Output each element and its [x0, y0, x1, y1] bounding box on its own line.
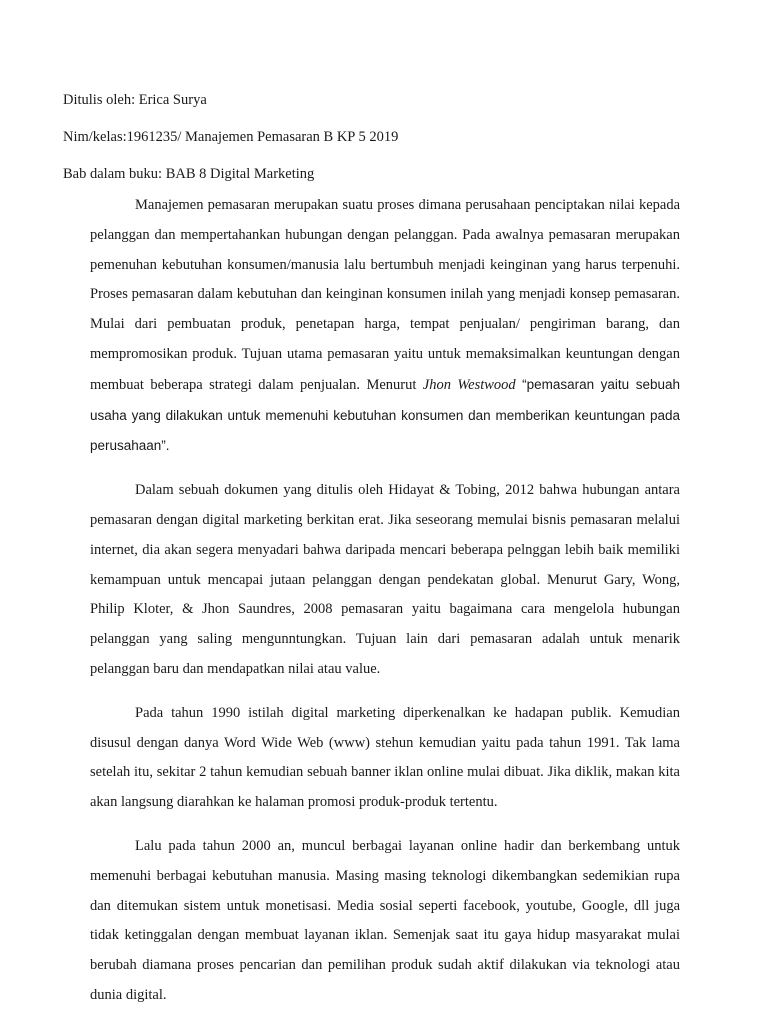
paragraph-1 [90, 191, 680, 462]
nim-class-line: Nim/kelas:1961235/ Manajemen Pemasaran B KP 5 2019 [63, 129, 399, 145]
paragraph-4: Lalu pada tahun 2000 an, muncul berbagai layanan online hadir dan berkembang untuk memenuhi berbagai kebutuhan manusia. Masing masing teknologi dikembangkan sedemikian rupa dan ditemukan sistem untuk monetisasi. Media sosial seperti facebook, youtube, Google, dll juga tidak ketinggalan dengan membuat layanan iklan. Semenjak saat itu gaya hidup masyarakat mulai berubah diamana proses pencarian dan pemilihan produk sudah aktif dilakukan via teknologi atau dunia digital. [90, 837, 680, 1003]
paragraph-1-quote: “pemasaran yaitu sebuah usaha yang dilakukan untuk memenuhi kebutuhan konsumen dan memberikan keuntungan pada perusahaan”. [90, 376, 681, 454]
chapter-line: Bab dalam buku: BAB 8 Digital Marketing [63, 166, 315, 182]
author-line: Ditulis oleh: Erica Surya [63, 92, 207, 108]
cited-author-name: Jhon Westwood [422, 376, 516, 393]
body-text [90, 191, 680, 1011]
paragraph-2: Dalam sebuah dokumen yang ditulis oleh Hidayat & Tobing, 2012 bahwa hubungan antara pemasaran dengan digital marketing berkitan erat. Jika seseorang memulai bisnis pemasaran melalui internet, dia akan segera menyadari bahwa daripada mencari beberapa pelnggan lebih baik memiliki kemampuan untuk mencapai jutaan pelanggan dengan pendekatan global. Menurut Gary, Wong, Philip Kloter, & Jhon Saundres, 2008 pemasaran yaitu bagaimana cara mengelola hubungan pelanggan yang saling mengunntungkan. Tujuan lain dari pemasaran adalah untuk menarik pelanggan baru dan mendapatkan nilai atau value. [90, 482, 680, 677]
paragraph-1-text: Manajemen pemasaran merupakan suatu proses dimana perusahaan penciptakan nilai kepada pelanggan dan mempertahankan hubungan dengan pelanggan. Pada awalnya pemasaran merupakan pemenuhan kebutuhan konsumen/manusia lalu bertumbuh menjadi keinginan yang harus terpenuhi. Proses pemasaran dalam kebutuhan dan keinginan konsumen inilah yang menjadi konsep pemasaran. Mulai dari pembuatan produk, penetapan harga, tempat penjualan/ pengiriman barang, dan mempromosikan produk. Tujuan utama pemasaran yaitu untuk memaksimalkan keuntungan dengan membuat beberapa strategi dalam penjualan. Menurut [90, 197, 680, 393]
paragraph-3: Pada tahun 1990 istilah digital marketing diperkenalkan ke hadapan publik. Kemudian disusul dengan danya Word Wide Web (www) stehun kemudian yaitu pada tahun 1991. Tak lama setelah itu, sekitar 2 tahun kemudian sebuah banner iklan online mulai dibuat. Jika diklik, makan kita akan langsung diarahkan ke halaman promosi produk-produk tertentu. [90, 704, 680, 811]
